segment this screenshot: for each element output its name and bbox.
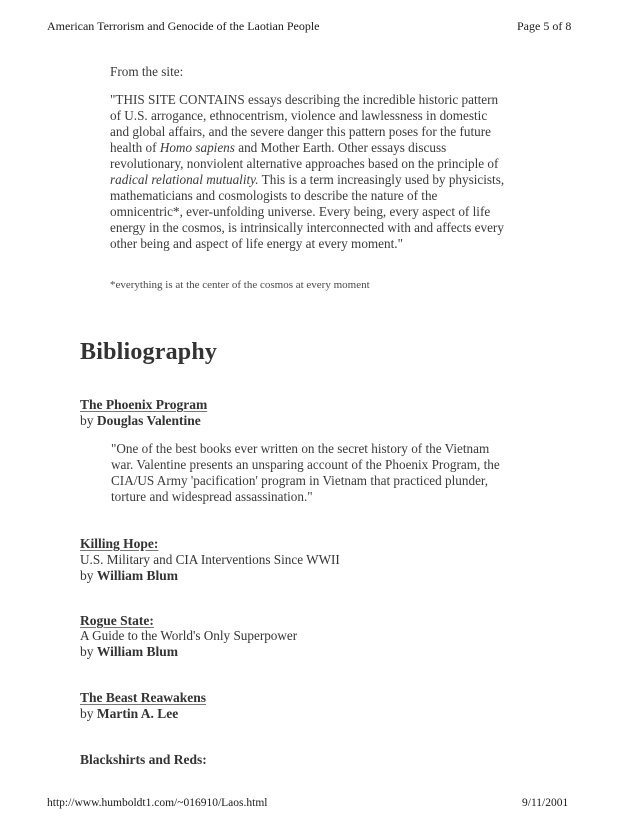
by-label: by (80, 413, 94, 428)
author-name: Douglas Valentine (96, 413, 201, 428)
book-author-line (80, 568, 178, 584)
book-subtitle: U.S. Military and CIA Interventions Since WWII (80, 552, 340, 567)
author-name: Martin A. Lee (96, 706, 179, 721)
footnote: *everything is at the center of the cosmos at every moment (110, 279, 370, 291)
author-name: William Blum (96, 644, 179, 659)
page-header-title: American Terrorism and Genocide of the Laotian People (47, 19, 320, 33)
book-title-blackshirts-and-reds: Blackshirts and Reds: (80, 752, 207, 767)
author-name: William Blum (96, 568, 179, 583)
book-title-rogue-state: Rogue State: (80, 613, 154, 628)
by-label: by (80, 644, 94, 659)
by-label: by (80, 568, 94, 583)
book-quote: "One of the best books ever written on the secret history of the Vietnam war. Valentine presents an unsparing account of the Phoenix Program, the CIA/US Army 'pacification' program in Vietnam that practiced plunder, torture and widespread assassination." (111, 441, 500, 504)
book-subtitle: A Guide to the World's Only Superpower (80, 628, 298, 643)
quote-italic-segment: radical relational mutuality. (110, 172, 259, 187)
site-quote (110, 92, 506, 252)
footer-url: http://www.humboldt1.com/~016910/Laos.html (47, 797, 268, 809)
quote-italic-segment: Homo sapiens (159, 140, 235, 155)
book-author-line (80, 413, 201, 429)
book-title-killing-hope: Killing Hope: (80, 536, 159, 551)
by-label: by (80, 706, 94, 721)
quote-segment: This is a term increasingly used by physicists, mathematicians and cosmologists to describe the nature of the omnicentric*, ever-unfolding universe. Every being, every aspect of life energy in the cosmos, is intrinsically interconnected with and affects every other being and aspect of life energy at every moment." (110, 172, 505, 251)
bibliography-heading: Bibliography (80, 339, 218, 365)
page-number: Page 5 of 8 (517, 19, 572, 33)
quote-segment: "THIS SITE CONTAINS essays describing the incredible historic pattern of U.S. arrogance, ethnocentrism, violence and lawlessness in domestic and global affairs, and the severe danger this pattern poses for the future health of (110, 92, 499, 155)
book-author-line (80, 706, 178, 722)
book-title-beast-reawakens: The Beast Reawakens (80, 690, 207, 705)
book-author-line (80, 644, 178, 660)
quote-segment: and Mother Earth. Other essays discuss revolutionary, nonviolent alternative approaches based on the principle of (110, 140, 499, 171)
book-title-phoenix-program: The Phoenix Program (80, 397, 208, 412)
footer-date: 9/11/2001 (522, 797, 569, 809)
from-site-label: From the site: (110, 64, 184, 79)
